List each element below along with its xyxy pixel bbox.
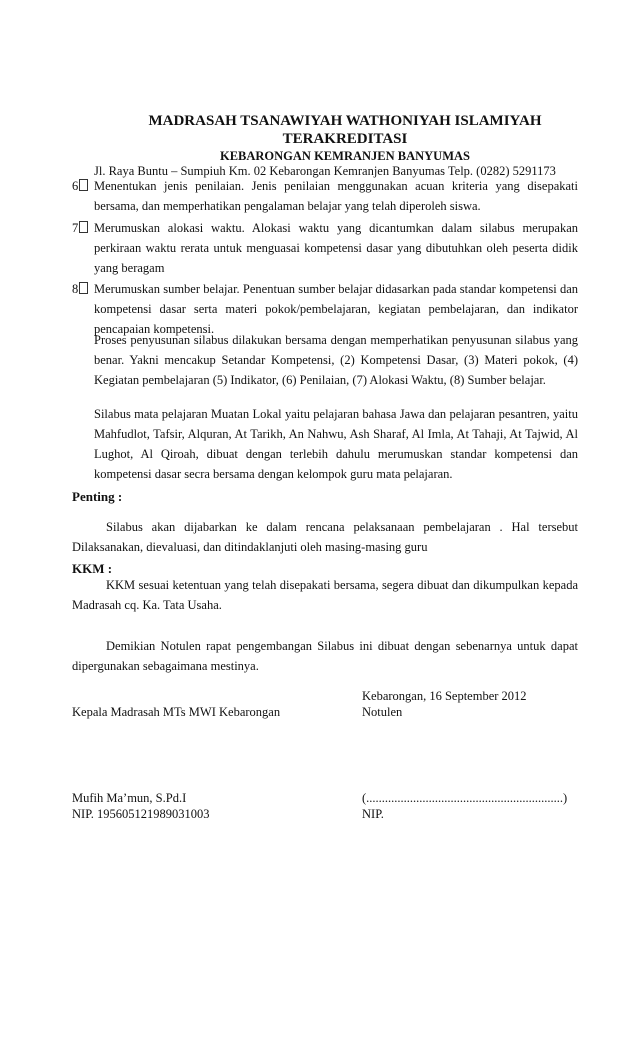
school-title: MADRASAH TSANAWIYAH WATHONIYAH ISLAMIYAH: [148, 113, 542, 129]
penting-text: Silabus akan dijabarkan ke dalam rencana pelaksanaan pembelajaran . Hal tersebut Dilaksanakan, dievaluasi, dan ditindaklanjuti oleh masing-masing guru: [72, 520, 578, 554]
list-number: 7: [72, 218, 88, 238]
kkm-text: KKM sesuai ketentuan yang telah disepakati bersama, segera dibuat dan dikumpulkan kepada Madrasah cq. Ka. Tata Usaha.: [72, 578, 578, 612]
right-signatory-name: (...............................................................): [362, 791, 568, 805]
right-signatory-nip: NIP.: [362, 807, 384, 821]
accreditation-status: TERAKREDITASI: [282, 131, 408, 147]
kkm-heading: KKM :: [72, 561, 113, 576]
right-signatory-role: Notulen: [362, 705, 403, 719]
list-number: 8: [72, 279, 88, 299]
list-item: Menentukan jenis penilaian. Jenis penilaian menggunakan acuan kriteria yang disepakati bersama, dan memperhatikan pengalaman belajar yang telah diperoleh siswa.: [94, 179, 578, 213]
paragraph-silabus: Silabus mata pelajaran Muatan Lokal yaitu pelajaran bahasa Jawa dan pelajaran pesantren, yaitu Mahfudlot, Tafsir, Alquran, At Tarikh, An Nahwu, Ash Sharaf, Al Imla, At Tahaji, At Tajwid, Al Lughot, Al Qiroah, dibuat dengan terlebih dahulu merumuskan standar kompetensi dan kompetensi dasar secra bersama dengan kelompok guru mata pelajaran.: [94, 407, 578, 481]
closing-paragraph: Demikian Notulen rapat pengembangan Silabus ini dibuat dengan sebenarnya untuk dapat dipergunakan sebagaimana mestinya.: [72, 639, 578, 673]
paragraph-proses: Proses penyusunan silabus dilakukan bersama dengan memperhatikan penyusunan silabus yang benar. Yakni mencakup Setandar Kompetensi, (2) Kompetensi Dasar, (3) Materi pokok, (4) Kegiatan pembelajaran (5) Indikator, (6) Penilaian, (7) Alokasi Waktu, (8) Sumber belajar.: [94, 333, 578, 387]
left-signatory-role: Kepala Madrasah MTs MWI Kebarongan: [72, 705, 281, 719]
place-date: Kebarongan, 16 September 2012: [362, 689, 527, 703]
left-signatory-name: Mufih Ma’mun, S.Pd.I: [72, 791, 187, 805]
penting-heading: Penting :: [72, 489, 123, 504]
list-number: 6: [72, 176, 88, 196]
list-item: Merumuskan sumber belajar. Penentuan sumber belajar didasarkan pada standar kompetensi dan kompetensi dasar serta materi pokok/pembelajaran, kegiatan pembelajaran, dan indikator pencapaian kompetensi.: [94, 282, 578, 336]
school-location: KEBARONGAN KEMRANJEN BANYUMAS: [219, 149, 470, 163]
school-address: Jl. Raya Buntu – Sumpiuh Km. 02 Kebarongan Kemranjen Banyumas Telp. (0282) 5291173: [94, 164, 556, 178]
list-item: Merumuskan alokasi waktu. Alokasi waktu yang dicantumkan dalam silabus merupakan perkiraan waktu rerata untuk menguasai kompetensi dasar yang dibutuhkan oleh peserta didik yang beragam: [94, 221, 578, 275]
left-signatory-nip: NIP. 195605121989031003: [72, 807, 210, 821]
